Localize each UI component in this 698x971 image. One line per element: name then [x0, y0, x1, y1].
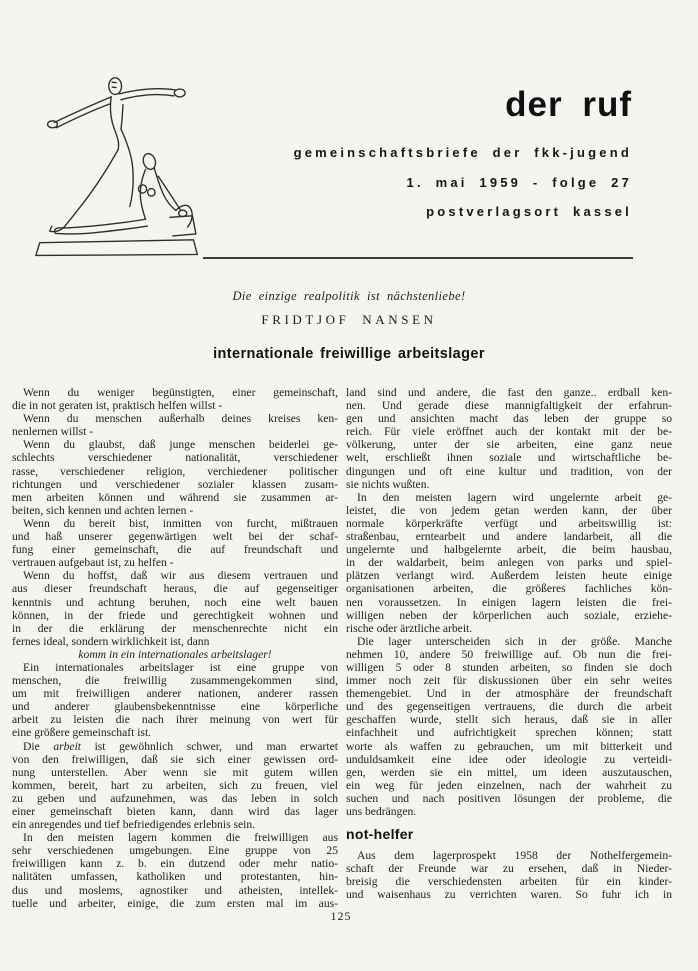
text-line: gen, werden sie ein mittel, um ideen auszutauschen,: [346, 765, 672, 779]
masthead-imprint: postverlagsort kassel: [426, 204, 632, 219]
paragraph: [12, 740, 338, 832]
statue-illustration: [28, 60, 214, 262]
text-line: komm in ein internationales arbeitslager!: [78, 647, 272, 661]
page-number: 125: [330, 909, 352, 923]
section-subheading: not-helfer: [346, 826, 414, 843]
paragraph: [12, 517, 338, 569]
text-line: beiten, sich kennen und achten lernen -: [12, 503, 194, 517]
article-heading: internationale freiwillige arbeitslager: [213, 346, 485, 362]
publication-title: der ruf: [505, 85, 632, 124]
text-line: völkerung, unter der sie arbeiten, eine ganz neue: [346, 438, 672, 452]
text-line: worte als waffen zu gebrauchen, um mit bitterkeit und: [346, 739, 672, 753]
text-line: einer gemeinschaft bieten kann, dann wird das lager: [12, 805, 338, 818]
text-line: von den freiwilligen, daß sie sich einer gewissen ord-: [12, 752, 338, 766]
text-line: geschaffen wurde, stellt sich heraus, daß sie in aller: [346, 713, 672, 727]
text-line: nen voraussetzen. In einigen lagern leisten die frei-: [346, 595, 672, 609]
masthead-issue-date: 1. mai 1959 - folge 27: [406, 174, 632, 190]
text-line: dingungen und oft eine kultur und tradition, von der: [346, 464, 672, 478]
text-line: um mit freiwilligen anderer nationen, anderer rassen: [12, 687, 338, 701]
text-line: ein weg für jeden einzelnen, nach der wahrheit zu: [346, 778, 672, 792]
text-line: die in not geraten ist, praktisch helfen willst -: [12, 399, 223, 413]
masthead: [294, 86, 632, 227]
text-line: arbeit zu leisten die nach ihrer meinung von wert für: [12, 713, 338, 727]
text-line: Die lager unterscheiden sich in der größe. Manche: [357, 634, 672, 648]
paragraph: [346, 635, 672, 818]
text-line: ungelernte und halbgelernte arbeit, die beim hausbau,: [346, 543, 672, 557]
text-line: können, in der friede und gerechtigkeit wohnen und: [12, 608, 338, 622]
text-line: Wenn du menschen außerhalb deines kreises ken-: [23, 412, 338, 426]
text-line: nehmen 10, andere 50 freiwillige auf. Ob nun die frei-: [346, 647, 672, 661]
text-line: immer noch zeit für diskussionen über ein sehr weites: [346, 674, 672, 688]
text-line: organisationen arbeiten, die größeres fachliches kön-: [346, 582, 672, 596]
text-line: Wenn du glaubst, daß junge menschen beiderlei ge-: [23, 438, 338, 452]
text-line: in der die erklärung der menschenrechte nicht ein: [12, 621, 338, 635]
text-line: unduldsamkeit eine idee oder ideologie zu verteidi-: [346, 752, 672, 766]
epigraph: [0, 289, 698, 328]
text-line: freiwilligen kann z. b. ein dutzend oder mehr natio-: [12, 857, 338, 871]
text-line: uns bedrängen.: [346, 805, 417, 818]
right-column: [346, 386, 672, 910]
text-line: In den meisten lagern wird ungelernte arbeit ge-: [357, 490, 672, 504]
text-line: tuelle und arbeiter, einige, die zum ersten mal im aus-: [12, 896, 338, 910]
text-line: kenntnis und achtung beruhen, noch eine welt bauen: [12, 595, 338, 609]
epigraph-quote: Die einzige realpolitik ist nächstenliebe!: [232, 289, 466, 303]
text-line: Wenn du hoffst, daß wir aus diesem vertrauen und: [23, 569, 338, 583]
statue-plinth: [36, 240, 198, 256]
text-line: richtungen und verschiedener sozialer klassen zusam-: [12, 477, 338, 491]
text-line: gen und ansichten macht das leben der gruppe so: [346, 412, 672, 426]
text-line: rasse, verschiedener religion, verchiedener politischer: [12, 464, 338, 478]
text-line: dus und moslems, agnostiker und atheisten, intellek-: [12, 883, 338, 897]
text-line: willigen neben der körperlichen auch soziale, erziehe-: [346, 608, 672, 622]
text-line: Wenn du bereit bist, inmitten von furcht, mißtrauen: [23, 516, 338, 530]
text-line: Die arbeit ist gewöhnlich schwer, und man erwartet: [23, 739, 339, 753]
text-line: eine größere gemeinschaft ist.: [12, 726, 152, 740]
paragraph: [12, 661, 338, 740]
text-line: und haß unserer gegenwärtigen welt bei der schaf-: [12, 530, 338, 544]
paragraph: [12, 569, 338, 648]
text-line: straßenbau, erntearbeit und andere landarbeit, all die: [346, 530, 672, 544]
text-line: Ein internationales arbeitslager ist eine gruppe von: [23, 660, 338, 674]
text-line: willigen 5 oder 8 stunden arbeiten, so finden sie doch: [346, 660, 672, 674]
text-line: sie nichts wußten.: [346, 477, 430, 491]
text-line: in der waldarbeit, beim anlegen von parks und spiel-: [346, 556, 672, 570]
paragraph: [346, 386, 672, 491]
text-line: sehr verschiedenen umgebungen. Eine gruppe von 25: [12, 844, 338, 858]
paragraph: [12, 438, 338, 517]
text-line: plätzen verlangt wird. Außerdem leisten heute einige: [346, 569, 672, 583]
text-line: vertrauen aufgebaut ist, zu helfen -: [12, 556, 174, 570]
text-line: schlechts verschiedener nationalität, verschiedener: [12, 451, 338, 465]
text-line: Aus dem lagerprospekt 1958 der Nothelfergemein-: [357, 849, 672, 863]
text-line: kommen, bereit, hart zu arbeiten, sich zu freuen, viel: [12, 778, 338, 792]
text-line: themengebiet. Und in der atmosphäre der freundschaft: [346, 687, 672, 701]
paragraph: [346, 849, 672, 901]
text-line: zu geben und aufzunehmen, was das leben in solch: [12, 791, 338, 805]
text-line: reich. Für viele eröffnet auch der kontakt mit der be-: [346, 425, 672, 439]
text-line: rische oder ärztliche arbeit.: [346, 621, 473, 635]
text-line: einfachheit und aufrichtigkeit sprechen können; statt: [346, 726, 672, 740]
masthead-subtitle: gemeinschaftsbriefe der fkk-jugend: [293, 145, 632, 160]
text-line: nung unterstellen. Aber wenn sie mit gutem willen: [12, 765, 338, 779]
text-line: land sind und andere, die fast den ganze.. erdball ken-: [346, 386, 672, 399]
paragraph: [346, 491, 672, 635]
text-line: In den meisten lagern kommen die freiwilligen aus: [23, 831, 338, 845]
header-rule: [203, 257, 633, 259]
epigraph-author: FRIDTJOF NANSEN: [261, 312, 437, 327]
text-line: fernes ideal, sondern wirklichkeit ist, dann: [12, 634, 210, 648]
text-line: welt, erschließt ihnen soziale und wirtschaftliche be-: [346, 451, 672, 465]
text-line: nenlernen willst -: [12, 425, 94, 439]
text-line: und des gegenseitigen vertrauens, die durch die arbeit: [346, 700, 672, 714]
text-line: und waisenhaus zu verrichten waren. So fuhr ich in: [346, 888, 672, 902]
text-line: suchen und nach positiven lösungen der probleme, die: [346, 791, 672, 805]
paragraph: [12, 648, 338, 661]
text-line: menschen, die freiwillig zusammengekommen sind,: [12, 674, 338, 688]
text-line: leistet, die von jedem getan werden kann, der über: [346, 503, 672, 517]
paragraph: [12, 831, 338, 910]
text-line: Wenn du weniger begünstigten, einer gemeinschaft,: [23, 386, 338, 399]
text-line: und anderer glaubensbekenntnisse eine körperliche: [12, 700, 338, 714]
article-body: [12, 386, 672, 910]
text-line: breisig die verschiedensten arbeiten für ein kinder-: [346, 875, 672, 889]
text-line: fung einer gemeinschaft, die auf freundschaft und: [12, 543, 338, 557]
text-line: ein anregendes und tief befriedigendes erlebnis sein.: [12, 818, 256, 832]
text-line: nen. Und gerade diese mannigfaltigkeit der erfahrun-: [346, 399, 672, 413]
text-line: aus dieser freundschaft heraus, die auf gegenseitiger: [12, 582, 338, 596]
text-line: nalitäten umfassen, katholiken und protestanten, hin-: [12, 870, 338, 884]
text-line: normale körperkräfte verfügt und arbeitswillig ist:: [346, 516, 672, 530]
left-column: [12, 386, 338, 910]
text-line: schaft der Freunde war zu ersehen, daß in Nieder-: [346, 862, 672, 876]
paragraph: [12, 386, 338, 412]
text-line: men arbeiten können und während sie zusammen ar-: [12, 490, 338, 504]
paragraph: [12, 412, 338, 438]
masthead-lines: [294, 138, 632, 227]
